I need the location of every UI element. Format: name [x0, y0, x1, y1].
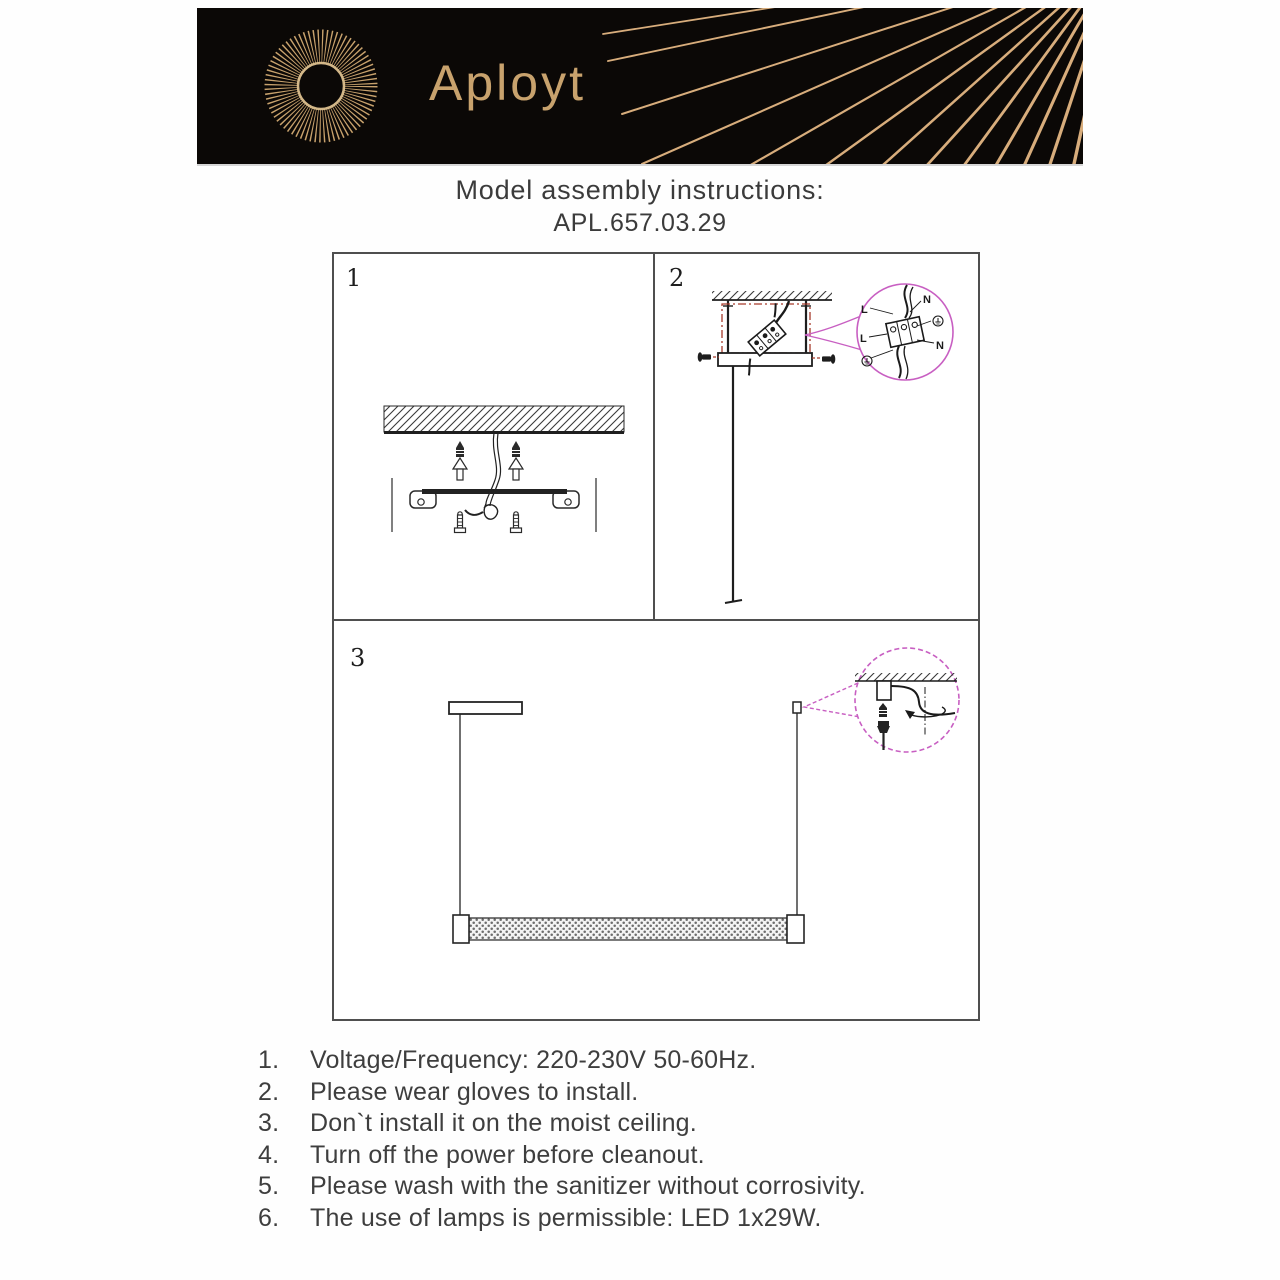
- wiring-label-live-top: L: [861, 304, 868, 316]
- ceiling-section: [384, 406, 624, 433]
- ceiling-section: [712, 291, 832, 300]
- step-number: 1: [346, 264, 362, 292]
- step-2-drawing: [655, 254, 978, 619]
- step-3-drawing: [334, 621, 978, 1017]
- mounting-bracket: [410, 489, 579, 508]
- callout-pointer: [804, 683, 860, 717]
- list-number: 6.: [258, 1203, 280, 1232]
- screw-left-icon: [455, 512, 466, 533]
- step-number: 3: [350, 644, 366, 672]
- list-number: 2.: [258, 1077, 280, 1106]
- diagram-top-row: [334, 254, 978, 621]
- wire-adjuster-fitting: [793, 702, 801, 713]
- brand-name: Aployt: [429, 55, 586, 111]
- suspension-rod: [725, 366, 742, 603]
- callout-circle: [855, 648, 959, 752]
- canopy-plate: [449, 702, 522, 714]
- page-title: Model assembly instructions:: [455, 175, 825, 205]
- list-number: 5.: [258, 1172, 280, 1201]
- instruction-list: [258, 1045, 1118, 1235]
- corner-rays-icon: [603, 8, 1083, 164]
- model-number: APL.657.03.29: [553, 209, 727, 237]
- list-item: Please wear gloves to install.: [310, 1077, 639, 1106]
- side-screw-right-icon: [812, 354, 835, 364]
- canopy-plate: [718, 353, 812, 366]
- list-item: The use of lamps is permissible: LED 1x29W.: [310, 1203, 822, 1232]
- list-item: Don`t install it on the moist ceiling.: [310, 1109, 697, 1138]
- title-block: [0, 174, 1280, 238]
- wall-anchor-left-icon: [453, 441, 467, 480]
- screw-right-icon: [511, 512, 522, 533]
- step-1-drawing: [334, 254, 653, 619]
- list-number: 4.: [258, 1140, 280, 1169]
- step-3-panel: [334, 621, 978, 1019]
- list-item: Turn off the power before cleanout.: [310, 1140, 705, 1169]
- list-number: 1.: [258, 1046, 280, 1074]
- linear-light-bar: [453, 915, 804, 943]
- wall-anchor-right-icon: [509, 441, 523, 480]
- wiring-label-live-bottom: L: [860, 333, 867, 345]
- callout-pointer: [805, 316, 862, 350]
- assembly-diagram: [332, 252, 980, 1021]
- wiring-label-neutral-top: N: [923, 294, 931, 306]
- step-1-panel: [334, 254, 655, 619]
- wiring-label-neutral-bottom: N: [936, 340, 944, 352]
- list-item: Voltage/Frequency: 220-230V 50-60Hz.: [310, 1046, 757, 1074]
- step-number: 2: [669, 264, 685, 292]
- side-screw-left-icon: [698, 352, 719, 362]
- list-item: Please wash with the sanitizer without corrosivity.: [310, 1172, 866, 1201]
- brand-banner: [197, 8, 1083, 164]
- sunburst-logo-icon: [281, 46, 361, 126]
- banner-artwork: [197, 8, 1083, 164]
- list-number: 3.: [258, 1109, 280, 1138]
- power-wire: [465, 433, 501, 519]
- step-2-panel: [655, 254, 978, 619]
